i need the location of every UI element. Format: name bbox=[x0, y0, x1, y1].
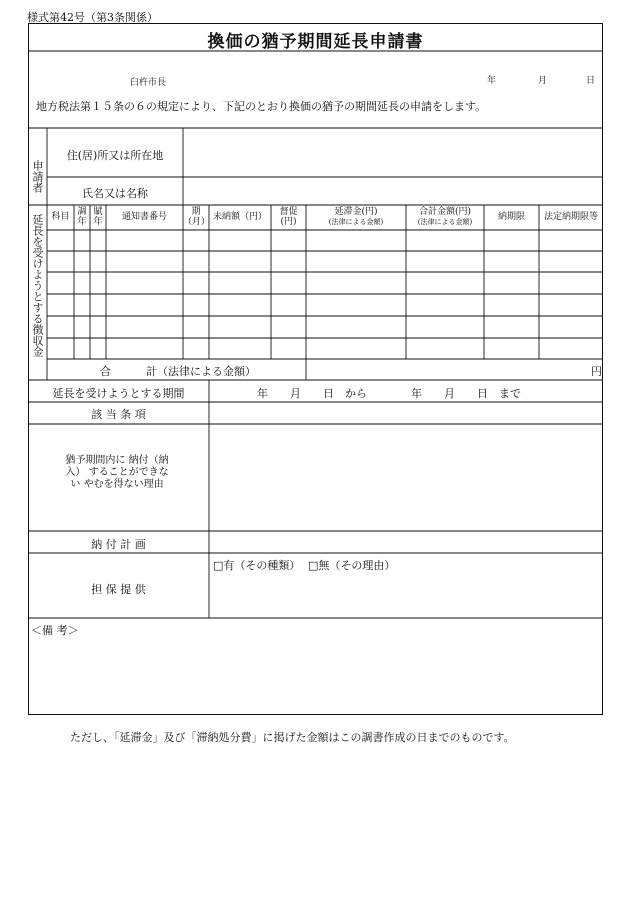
col-assess-year: 調 年 bbox=[77, 207, 87, 227]
security-label: 担 保 提 供 bbox=[91, 583, 146, 596]
remarks-field[interactable] bbox=[29, 638, 602, 714]
total-yen: 円 bbox=[591, 365, 602, 378]
date-day: 日 bbox=[586, 76, 596, 86]
address-field[interactable] bbox=[184, 129, 602, 176]
col-demand: 督促 (円) bbox=[279, 207, 298, 227]
form-title: 換価の猶予期間延長申請書 bbox=[207, 32, 424, 52]
addressee: 臼杵市長 bbox=[130, 78, 167, 88]
clause-field[interactable] bbox=[210, 403, 602, 423]
payment-plan-label: 納 付 計 画 bbox=[91, 538, 146, 551]
col-legal-due: 法定納期限等 bbox=[543, 212, 598, 222]
security-option-yes[interactable]: □有（その種類） bbox=[213, 559, 301, 572]
total-label-1: 合 bbox=[100, 365, 111, 378]
col-delinquent: 延滞金(円) (法律による金額) bbox=[328, 207, 384, 226]
address-label: 住(居)所又は所在地 bbox=[66, 149, 164, 162]
statement-text: 地方税法第１５条の６の規定により、下記のとおり換価の猶予の期間延長の申請をします。 bbox=[36, 100, 487, 113]
remarks-label: ＜備 考＞ bbox=[31, 624, 79, 637]
security-option-no[interactable]: □無（その理由） bbox=[308, 559, 396, 572]
footer-note: ただし、「延滞金」及び「滞納処分費」に掲げた金額はこの調書作成の日までのものです。 bbox=[70, 731, 515, 744]
col-due: 納期限 bbox=[497, 212, 525, 222]
col-period: 期 （月） bbox=[183, 207, 211, 227]
applicant-section-label: 申請者 bbox=[31, 160, 44, 193]
col-total: 合計金額(円) (法律による金額) bbox=[417, 207, 473, 226]
tax-section-label: 延長を受けようとする徴収金 bbox=[31, 214, 44, 357]
name-label: 氏名又は名称 bbox=[82, 187, 148, 200]
clause-label: 該 当 条 項 bbox=[91, 408, 146, 421]
date-month: 月 bbox=[538, 76, 548, 86]
col-subject: 科目 bbox=[51, 212, 70, 222]
reason-field[interactable] bbox=[210, 425, 602, 530]
total-label-2: 計（法律による金額） bbox=[146, 365, 256, 378]
col-unpaid: 未納額（円） bbox=[212, 212, 267, 222]
date-year: 年 bbox=[487, 76, 497, 86]
reason-label: 猶予期間内に 納付（納入） することができない やむを得ない理由 bbox=[65, 455, 169, 490]
payment-plan-field[interactable] bbox=[210, 532, 602, 552]
col-levy-year: 賦 年 bbox=[93, 207, 103, 227]
col-notice-no: 通知書番号 bbox=[121, 212, 167, 222]
extension-period-value[interactable]: 年 月 日 から 年 月 日 まで bbox=[257, 387, 521, 400]
name-field[interactable] bbox=[184, 178, 602, 204]
form-number: 様式第42号（第3条関係） bbox=[27, 11, 158, 24]
extension-period-label: 延長を受けようとする期間 bbox=[52, 387, 185, 400]
